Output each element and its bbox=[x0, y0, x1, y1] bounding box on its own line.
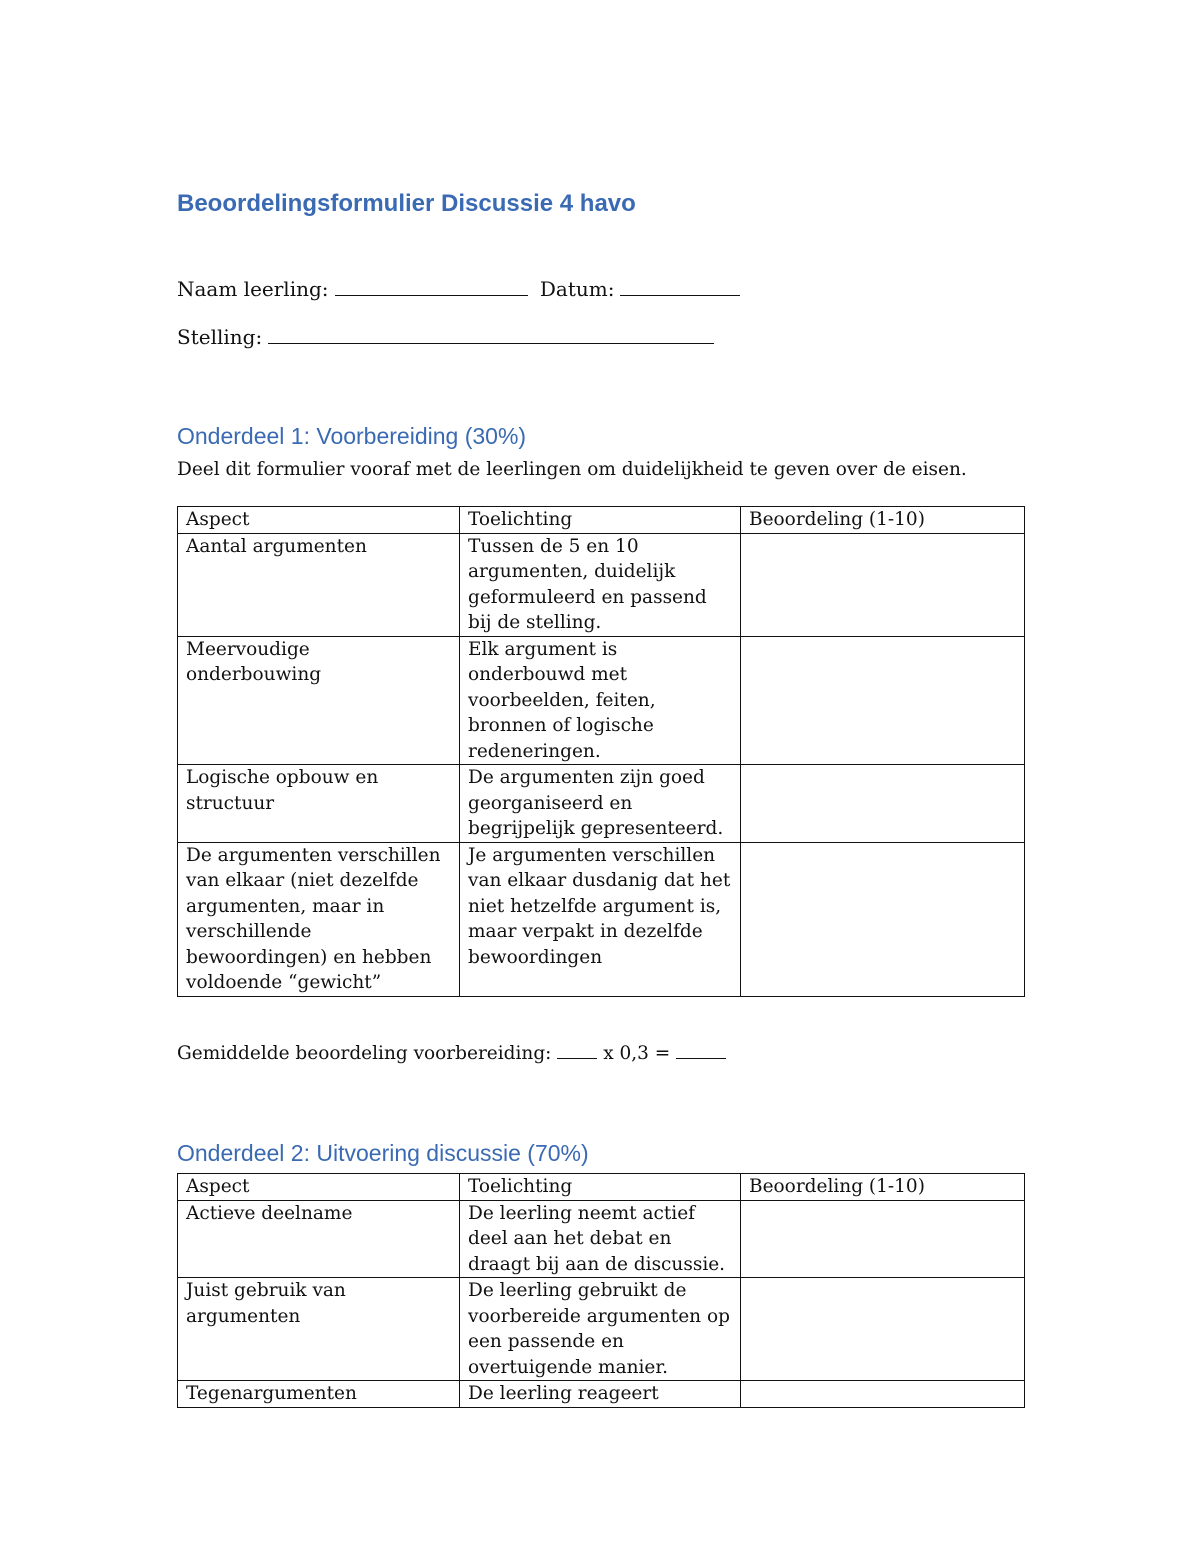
score-cell[interactable] bbox=[741, 842, 1025, 996]
toelichting-cell: De leerling neemt actief deel aan het debat en draagt bij aan de discussie. bbox=[460, 1200, 741, 1278]
aspect-cell: De argumenten verschillen van elkaar (niet dezelfde argumenten, maar in verschillende bewoordingen) en hebben voldoende “gewicht” bbox=[178, 842, 460, 996]
statement-row bbox=[177, 325, 714, 349]
header-beoordeling: Beoordeling (1-10) bbox=[741, 507, 1025, 534]
date-field[interactable] bbox=[620, 277, 740, 296]
date-label: Datum: bbox=[539, 277, 615, 301]
score-cell[interactable] bbox=[741, 533, 1025, 636]
table-header-row bbox=[178, 1174, 1025, 1201]
header-toelichting: Toelichting bbox=[460, 1174, 741, 1201]
name-field[interactable] bbox=[335, 277, 528, 296]
aspect-cell: Aantal argumenten bbox=[178, 533, 460, 636]
score-cell[interactable] bbox=[741, 1200, 1025, 1278]
average-score-field[interactable] bbox=[557, 1042, 597, 1059]
aspect-cell: Meervoudige onderbouwing bbox=[178, 636, 460, 765]
section-1-heading: Onderdeel 1: Voorbereiding (30%) bbox=[177, 423, 527, 449]
aspect-cell: Juist gebruik van argumenten bbox=[178, 1278, 460, 1381]
score-cell[interactable] bbox=[741, 1278, 1025, 1381]
average-result-field[interactable] bbox=[676, 1042, 726, 1059]
preparation-average-line bbox=[177, 1042, 726, 1064]
name-date-row bbox=[177, 277, 740, 301]
table-row bbox=[178, 1200, 1025, 1278]
aspect-cell: Actieve deelname bbox=[178, 1200, 460, 1278]
toelichting-cell: Je argumenten verschillen van elkaar dusdanig dat het niet hetzelfde argument is, maar verpakt in dezelfde bewoordingen bbox=[460, 842, 741, 996]
header-aspect: Aspect bbox=[178, 507, 460, 534]
table-row bbox=[178, 765, 1025, 843]
section-2-heading: Onderdeel 2: Uitvoering discussie (70%) bbox=[177, 1140, 589, 1166]
table-row bbox=[178, 842, 1025, 996]
score-cell[interactable] bbox=[741, 765, 1025, 843]
table-header-row bbox=[178, 507, 1025, 534]
header-beoordeling: Beoordeling (1-10) bbox=[741, 1174, 1025, 1201]
average-formula: x 0,3 = bbox=[603, 1043, 671, 1064]
header-aspect: Aspect bbox=[178, 1174, 460, 1201]
statement-label: Stelling: bbox=[177, 325, 263, 349]
score-cell[interactable] bbox=[741, 636, 1025, 765]
toelichting-cell: Elk argument is onderbouwd met voorbeelden, feiten, bronnen of logische redeneringen. bbox=[460, 636, 741, 765]
table-row bbox=[178, 1381, 1025, 1408]
toelichting-cell: De leerling gebruikt de voorbereide argumenten op een passende en overtuigende manier. bbox=[460, 1278, 741, 1381]
name-label: Naam leerling: bbox=[177, 277, 329, 301]
table-row bbox=[178, 1278, 1025, 1381]
statement-field[interactable] bbox=[268, 325, 714, 344]
table-row bbox=[178, 636, 1025, 765]
toelichting-cell: De argumenten zijn goed georganiseerd en begrijpelijk gepresenteerd. bbox=[460, 765, 741, 843]
average-label: Gemiddelde beoordeling voorbereiding: bbox=[177, 1043, 552, 1064]
section-1-intro: Deel dit formulier vooraf met de leerlingen om duidelijkheid te geven over de eisen. bbox=[177, 459, 967, 480]
header-toelichting: Toelichting bbox=[460, 507, 741, 534]
page-title: Beoordelingsformulier Discussie 4 havo bbox=[177, 190, 636, 217]
aspect-cell: Tegenargumenten bbox=[178, 1381, 460, 1408]
table-row bbox=[178, 533, 1025, 636]
preparation-rubric-table bbox=[177, 506, 1025, 997]
aspect-cell: Logische opbouw en structuur bbox=[178, 765, 460, 843]
toelichting-cell: Tussen de 5 en 10 argumenten, duidelijk geformuleerd en passend bij de stelling. bbox=[460, 533, 741, 636]
toelichting-cell: De leerling reageert bbox=[460, 1381, 741, 1408]
execution-rubric-table bbox=[177, 1173, 1025, 1408]
score-cell[interactable] bbox=[741, 1381, 1025, 1408]
